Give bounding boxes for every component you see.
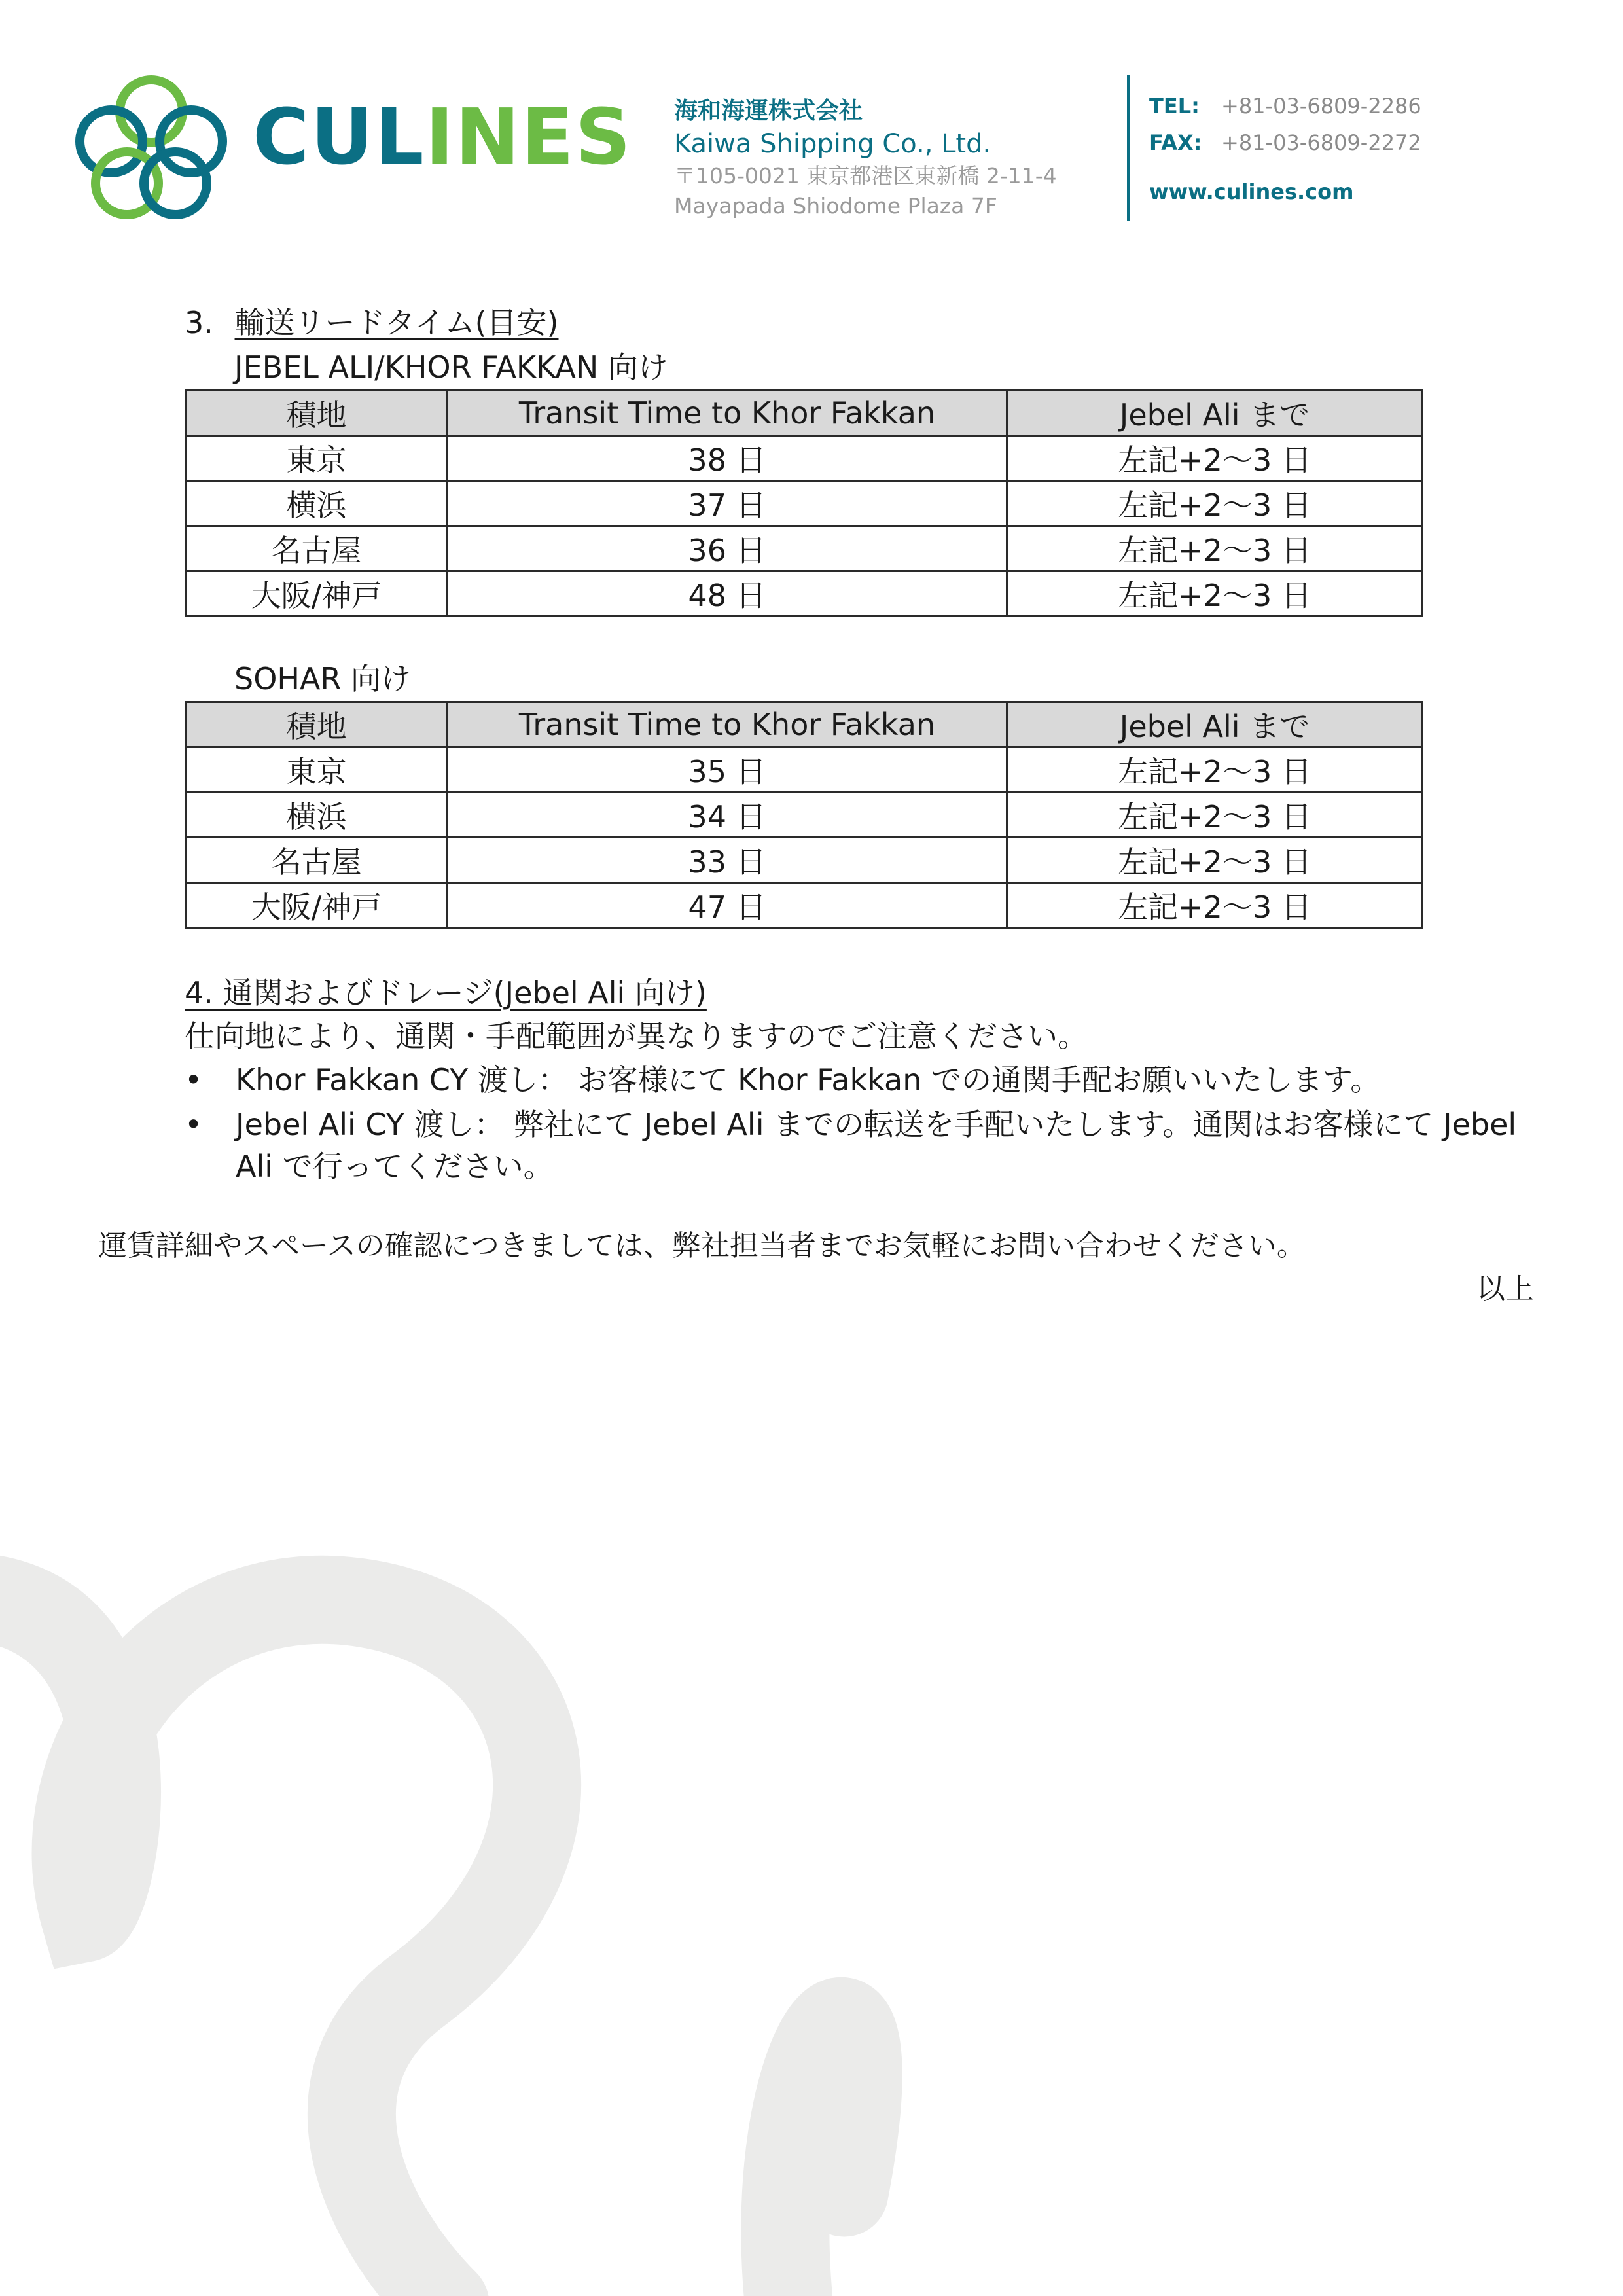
cell-origin: 名古屋	[186, 526, 448, 571]
cell-jebel-ali: 左記+2～3 日	[1007, 747, 1423, 793]
closing-note: 運賃詳細やスペースの確認につきましては、弊社担当者までお気軽にお問い合わせください。	[98, 1229, 1306, 1263]
section-3-title: 輸送リードタイム(目安)	[234, 305, 559, 340]
table-row	[186, 793, 1423, 838]
brand-name-part1: CUL	[253, 92, 425, 182]
company-name-japanese: 海和海運株式会社	[674, 98, 863, 124]
cell-transit-time: 35 日	[448, 747, 1007, 793]
tel-label: TEL:	[1149, 94, 1200, 118]
tel-value: +81-03-6809-2286	[1221, 94, 1421, 118]
table-row	[186, 526, 1423, 571]
cell-origin: 大阪/神戸	[186, 571, 448, 617]
bullet-icon: •	[185, 1062, 203, 1098]
cell-jebel-ali: 左記+2～3 日	[1007, 838, 1423, 883]
table-header-row	[186, 702, 1423, 747]
table-row	[186, 571, 1423, 617]
cell-transit-time: 48 日	[448, 571, 1007, 617]
table-row	[186, 883, 1423, 928]
company-name-english: Kaiwa Shipping Co., Ltd.	[674, 129, 991, 159]
tel-row	[1149, 88, 1516, 124]
table-header-row	[186, 391, 1423, 436]
lead-time-table-jebel-ali	[185, 389, 1423, 617]
cell-transit-time: 47 日	[448, 883, 1007, 928]
column-header-jebel-ali: Jebel Ali まで	[1007, 702, 1423, 747]
bullet-text: Khor Fakkan CY 渡し： お客様にて Khor Fakkan での通関手配お願いいたします。	[236, 1062, 1381, 1098]
cell-jebel-ali: 左記+2～3 日	[1007, 526, 1423, 571]
brand-name	[253, 92, 632, 182]
cell-jebel-ali: 左記+2～3 日	[1007, 571, 1423, 617]
end-mark: 以上	[1476, 1272, 1534, 1306]
cell-jebel-ali: 左記+2～3 日	[1007, 436, 1423, 481]
lead-time-table-sohar	[185, 701, 1423, 929]
cell-origin: 名古屋	[186, 838, 448, 883]
bullet-icon: •	[185, 1107, 203, 1142]
section-3-heading	[185, 305, 559, 340]
contact-info	[1149, 88, 1516, 204]
fax-value: +81-03-6809-2272	[1221, 130, 1421, 155]
bullet-text: Jebel Ali CY 渡し： 弊社にて Jebel Ali までの転送を手配いたします。通関はお客様にて Jebel Ali で行ってください。	[236, 1107, 1517, 1184]
cell-origin: 大阪/神戸	[186, 883, 448, 928]
column-header-transit-time: Transit Time to Khor Fakkan	[448, 391, 1007, 436]
list-item	[185, 1059, 1546, 1101]
fax-label: FAX:	[1149, 130, 1202, 155]
cell-transit-time: 36 日	[448, 526, 1007, 571]
table-1-caption: JEBEL ALI/KHOR FAKKAN 向け	[234, 350, 668, 385]
section-4-heading: 4. 通関およびドレージ(Jebel Ali 向け)	[185, 975, 707, 1011]
cell-jebel-ali: 左記+2～3 日	[1007, 481, 1423, 526]
column-header-jebel-ali: Jebel Ali まで	[1007, 391, 1423, 436]
table-row	[186, 481, 1423, 526]
column-header-transit-time: Transit Time to Khor Fakkan	[448, 702, 1007, 747]
culines-logo-icon	[71, 71, 232, 220]
cell-transit-time: 34 日	[448, 793, 1007, 838]
cell-origin: 横浜	[186, 793, 448, 838]
address-line-1: 〒105-0021 東京都港区東新橋 2-11-4	[674, 163, 1057, 188]
fax-row	[1149, 124, 1516, 161]
table-row	[186, 436, 1423, 481]
table-2-caption: SOHAR 向け	[234, 661, 412, 696]
cell-transit-time: 38 日	[448, 436, 1007, 481]
cell-transit-time: 33 日	[448, 838, 1007, 883]
table-row	[186, 747, 1423, 793]
column-header-origin: 積地	[186, 391, 448, 436]
company-info	[674, 96, 1106, 221]
table-row	[186, 838, 1423, 883]
website-link[interactable]: www.culines.com	[1149, 179, 1354, 204]
brand-name-part2: INES	[425, 92, 632, 182]
address-line-2: Mayapada Shiodome Plaza 7F	[674, 193, 997, 219]
cell-jebel-ali: 左記+2～3 日	[1007, 883, 1423, 928]
cell-jebel-ali: 左記+2～3 日	[1007, 793, 1423, 838]
header-divider	[1127, 75, 1130, 221]
list-item	[185, 1103, 1546, 1187]
column-header-origin: 積地	[186, 702, 448, 747]
cell-transit-time: 37 日	[448, 481, 1007, 526]
cell-origin: 東京	[186, 747, 448, 793]
section-4-intro: 仕向地により、通関・手配範囲が異なりますのでご注意ください。	[185, 1018, 1088, 1054]
cell-origin: 横浜	[186, 481, 448, 526]
section-3-number: 3.	[185, 305, 213, 340]
cell-origin: 東京	[186, 436, 448, 481]
